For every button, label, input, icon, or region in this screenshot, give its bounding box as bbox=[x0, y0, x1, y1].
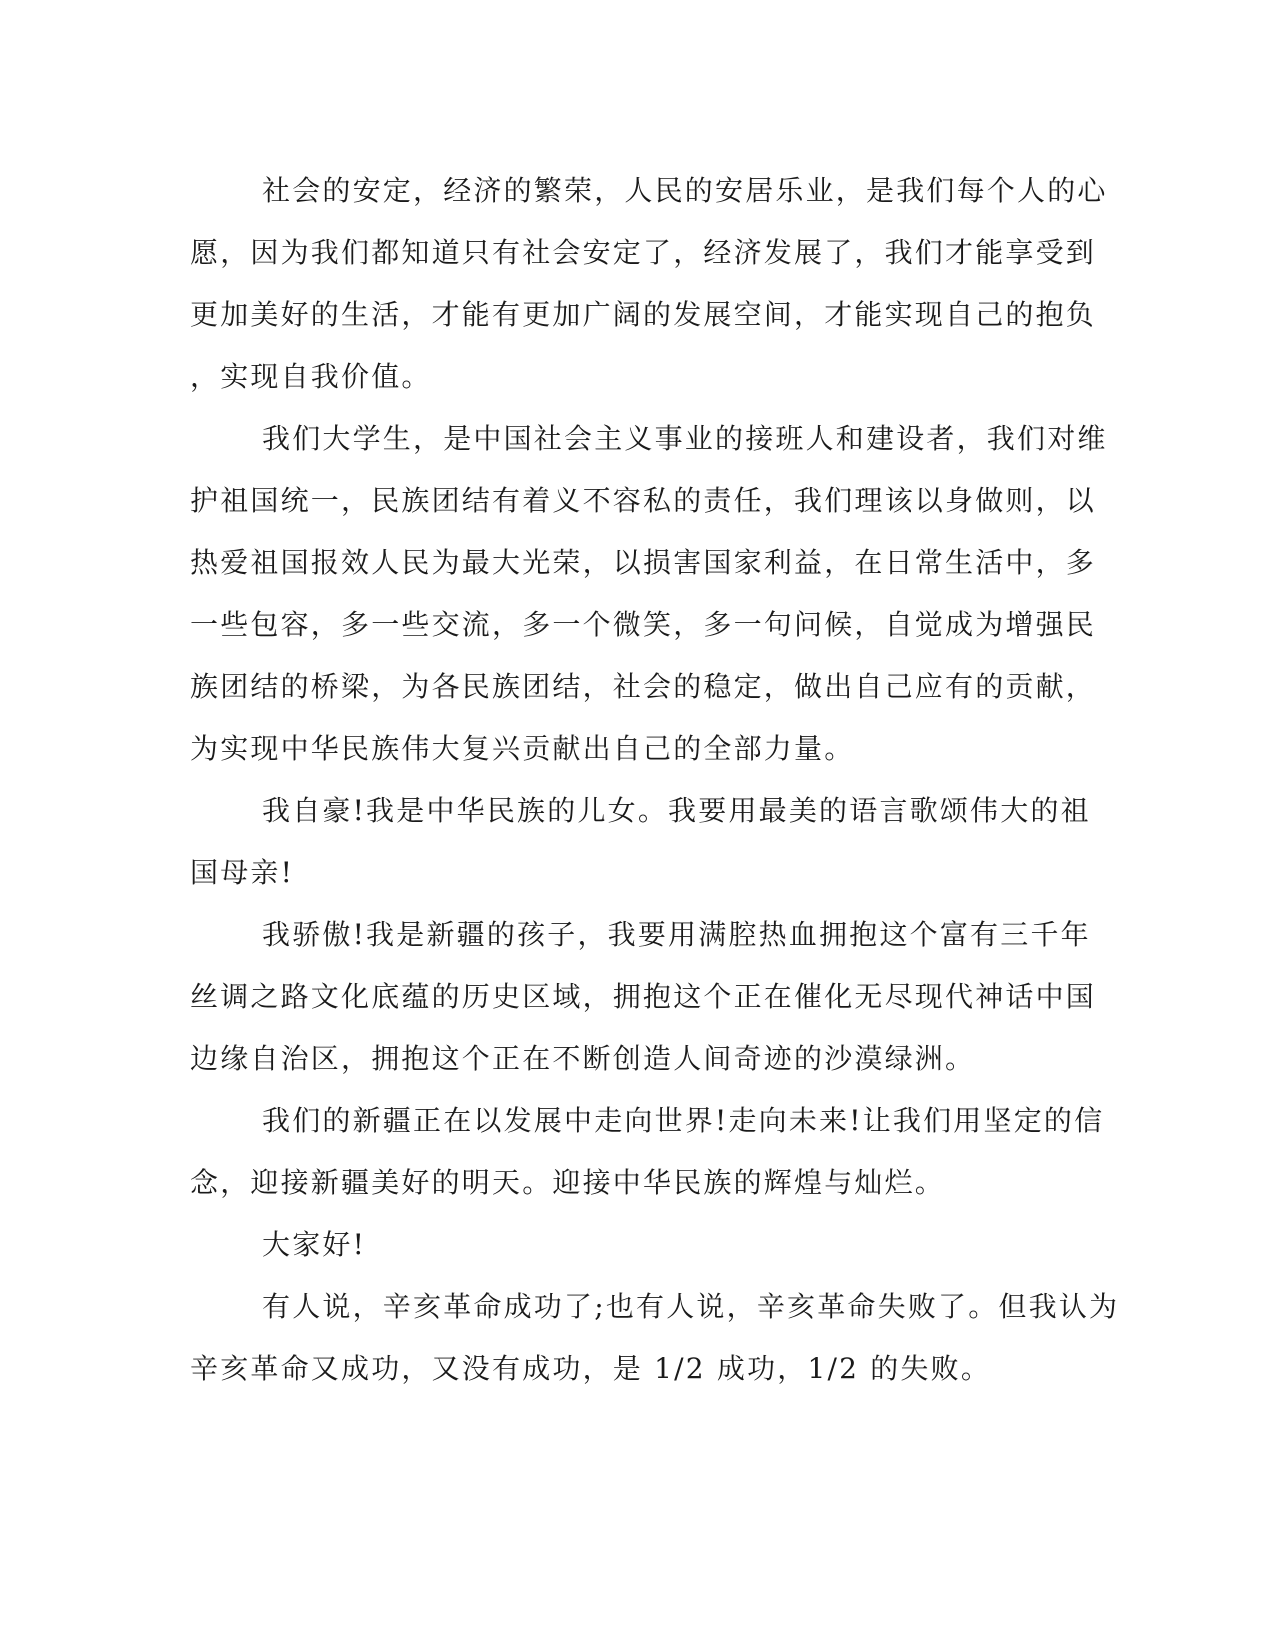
text-line: 丝调之路文化底蕴的历史区域，拥抱这个正在催化无尽现代神话中国 bbox=[190, 980, 1097, 1013]
text-line: 有人说，辛亥革命成功了;也有人说，辛亥革命失败了。但我认为 bbox=[262, 1290, 1120, 1323]
text-line: 我们大学生，是中国社会主义事业的接班人和建设者，我们对维 bbox=[262, 422, 1108, 455]
text-line: 国母亲! bbox=[190, 856, 295, 889]
text-line: 我们的新疆正在以发展中走向世界!走向未来!让我们用坚定的信 bbox=[262, 1104, 1105, 1137]
text-line: 愿，因为我们都知道只有社会安定了，经济发展了，我们才能享受到 bbox=[190, 236, 1097, 269]
text-line: 辛亥革命又成功，又没有成功，是 1/2 成功，1/2 的失败。 bbox=[190, 1352, 992, 1385]
text-line: 边缘自治区，拥抱这个正在不断创造人间奇迹的沙漠绿洲。 bbox=[190, 1042, 976, 1075]
text-line: 我骄傲!我是新疆的孩子，我要用满腔热血拥抱这个富有三千年 bbox=[262, 918, 1091, 951]
text-line: 更加美好的生活，才能有更加广阔的发展空间，才能实现自己的抱负 bbox=[190, 298, 1097, 331]
text-line: 热爱祖国报效人民为最大光荣，以损害国家利益，在日常生活中，多 bbox=[190, 546, 1097, 579]
text-line: 族团结的桥梁，为各民族团结，社会的稳定，做出自己应有的贡献， bbox=[190, 670, 1097, 703]
text-line: 我自豪!我是中华民族的儿女。我要用最美的语言歌颂伟大的祖 bbox=[262, 794, 1091, 827]
text-line: 大家好! bbox=[262, 1228, 367, 1261]
text-line: 念，迎接新疆美好的明天。迎接中华民族的辉煌与灿烂。 bbox=[190, 1166, 946, 1199]
document-body bbox=[190, 160, 1120, 1400]
text-line: 一些包容，多一些交流，多一个微笑，多一句问候，自觉成为增强民 bbox=[190, 608, 1097, 641]
text-line: 护祖国统一，民族团结有着义不容私的责任，我们理该以身做则，以 bbox=[190, 484, 1097, 517]
text-line: 社会的安定，经济的繁荣，人民的安居乐业，是我们每个人的心 bbox=[262, 174, 1108, 207]
text-line: ，实现自我价值。 bbox=[190, 360, 432, 393]
text-line: 为实现中华民族伟大复兴贡献出自己的全部力量。 bbox=[190, 732, 855, 765]
